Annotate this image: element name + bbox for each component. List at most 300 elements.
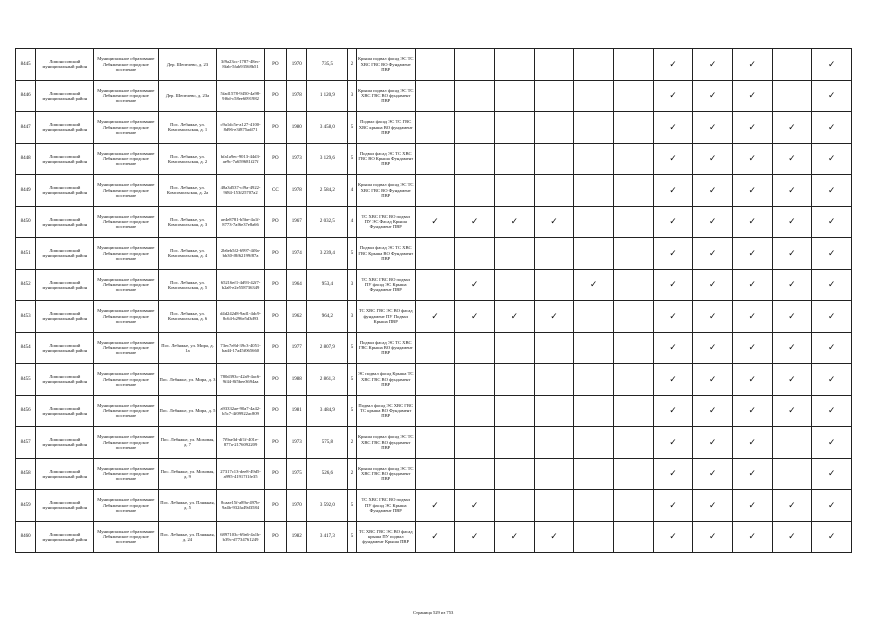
check-cell: [534, 175, 574, 207]
check-cell: ✓: [812, 80, 852, 112]
region-cell: Ломоносовский муниципальный район: [36, 112, 94, 144]
year-cell: 1978: [287, 80, 307, 112]
region-cell: Ломоносовский муниципальный район: [36, 143, 94, 175]
area-cell: 2 584,2: [307, 175, 348, 207]
check-cell: ✓: [732, 521, 772, 553]
check-cell: [415, 143, 455, 175]
ownership-cell: РО: [264, 395, 287, 427]
check-cell: [415, 332, 455, 364]
works-list-cell: Подвал фасад ЭС ТС ХВС ГВС Крыша ВО Фундамент ПВР: [356, 238, 415, 270]
guid-cell: ae4e8781-b5be-4a1f-8773-7af6e37e8a66: [217, 206, 264, 238]
check-cell: ✓: [732, 490, 772, 522]
floors-cell: 5: [348, 395, 357, 427]
region-cell: Ломоносовский муниципальный район: [36, 238, 94, 270]
check-cell: [534, 490, 574, 522]
area-cell: 953,4: [307, 269, 348, 301]
row-number: 8457: [16, 427, 36, 459]
area-cell: 526,6: [307, 458, 348, 490]
address-cell: Пос. Лебяжье, ул. Пляжная, д. 5: [158, 490, 217, 522]
check-cell: ✓: [772, 175, 812, 207]
check-cell: [534, 427, 574, 459]
check-cell: ✓: [693, 206, 733, 238]
address-cell: Пос. Лебяжье, ул. Комсомольская, д. 2: [158, 143, 217, 175]
table-row: [16, 238, 852, 270]
check-cell: ✓: [772, 238, 812, 270]
ownership-cell: РО: [264, 301, 287, 333]
area-cell: 735,5: [307, 49, 348, 81]
check-cell: [534, 395, 574, 427]
check-cell: [574, 206, 614, 238]
check-cell: ✓: [455, 521, 495, 553]
check-cell: ✓: [812, 49, 852, 81]
check-cell: ✓: [812, 364, 852, 396]
check-cell: ✓: [415, 490, 455, 522]
check-cell: ✓: [653, 49, 693, 81]
address-cell: Пос. Лебяжье, ул. Комсомольская, д. 4: [158, 238, 217, 270]
row-number: 8453: [16, 301, 36, 333]
region-cell: Ломоносовский муниципальный район: [36, 364, 94, 396]
row-number: 8456: [16, 395, 36, 427]
address-cell: Пос. Лебяжье, ул. Мира, д. 5: [158, 395, 217, 427]
floors-cell: 3: [348, 301, 357, 333]
check-cell: ✓: [732, 364, 772, 396]
table-row: [16, 332, 852, 364]
address-cell: Пос. Лебяжье, ул. Комсомольская, д. 6: [158, 301, 217, 333]
address-cell: Пос. Лебяжье, ул. Мира, д. 3: [158, 364, 217, 396]
ownership-cell: РО: [264, 49, 287, 81]
check-cell: [534, 143, 574, 175]
check-cell: [574, 490, 614, 522]
check-cell: [455, 427, 495, 459]
check-cell: [455, 49, 495, 81]
table-row: [16, 206, 852, 238]
ownership-cell: РО: [264, 112, 287, 144]
works-list-cell: Крыша подвал фасад ЭС ТС ХВС ГВС ВО Фундамент ПВР: [356, 49, 415, 81]
area-cell: 3 592,0: [307, 490, 348, 522]
check-cell: ✓: [415, 521, 455, 553]
row-number: 8460: [16, 521, 36, 553]
year-cell: 1975: [287, 458, 307, 490]
check-cell: [415, 427, 455, 459]
area-cell: 964,2: [307, 301, 348, 333]
ownership-cell: РО: [264, 427, 287, 459]
row-number: 8449: [16, 175, 36, 207]
municipality-cell: Муниципальное образование Лебяженское городское поселение: [94, 49, 158, 81]
page-footer: Страница 529 из 753: [413, 610, 454, 615]
check-cell: [574, 49, 614, 81]
municipality-cell: Муниципальное образование Лебяженское городское поселение: [94, 269, 158, 301]
municipality-cell: Муниципальное образование Лебяженское городское поселение: [94, 521, 158, 553]
floors-cell: 5: [348, 364, 357, 396]
check-cell: ✓: [653, 80, 693, 112]
check-cell: ✓: [653, 458, 693, 490]
check-cell: [415, 364, 455, 396]
municipality-cell: Муниципальное образование Лебяженское городское поселение: [94, 206, 158, 238]
check-cell: ✓: [653, 301, 693, 333]
check-cell: [534, 112, 574, 144]
check-cell: [455, 175, 495, 207]
check-cell: ✓: [732, 458, 772, 490]
check-cell: [574, 395, 614, 427]
year-cell: 1970: [287, 49, 307, 81]
year-cell: 1973: [287, 427, 307, 459]
guid-cell: c9a1dc5e-a127-4100-8d96-e3f875adf71: [217, 112, 264, 144]
year-cell: 1977: [287, 332, 307, 364]
guid-cell: 48a3d537-cf9a-4922-9f84-153f25707a2: [217, 175, 264, 207]
check-cell: ✓: [772, 269, 812, 301]
works-list-cell: Подвал фасад ЭС ТС ХВС ГВС ВО Крыша Фундамент ПВР: [356, 143, 415, 175]
municipality-cell: Муниципальное образование Лебяженское городское поселение: [94, 175, 158, 207]
works-list-cell: ТС ХВС ГВС ВО подвал ПУ фасад ЭС Крыша Фундамент ПВР: [356, 490, 415, 522]
region-cell: Ломоносовский муниципальный район: [36, 458, 94, 490]
check-cell: ✓: [455, 269, 495, 301]
check-cell: [574, 332, 614, 364]
check-cell: [613, 521, 653, 553]
address-cell: Пос. Лебяжье, ул. Моховая, д. 9: [158, 458, 217, 490]
guid-cell: d4d242d8-9ad1-4dc9-8c64-b296e5d3d93: [217, 301, 264, 333]
floors-cell: 2: [348, 49, 357, 81]
works-list-cell: Крыша подвал фасад ЭС ТС ХВС ГВС ВО Фундамент ПВР: [356, 175, 415, 207]
ownership-cell: РО: [264, 80, 287, 112]
check-cell: ✓: [772, 112, 812, 144]
ownership-cell: РО: [264, 458, 287, 490]
municipality-cell: Муниципальное образование Лебяженское городское поселение: [94, 427, 158, 459]
region-cell: Ломоносовский муниципальный район: [36, 521, 94, 553]
ownership-cell: РО: [264, 269, 287, 301]
table-row: [16, 490, 852, 522]
check-cell: ✓: [653, 521, 693, 553]
check-cell: [613, 269, 653, 301]
works-list-cell: ЭС подвал фасад Крыша ТС ХВС ГВС ВО фундамент ПВР: [356, 364, 415, 396]
check-cell: ✓: [693, 490, 733, 522]
check-cell: [613, 49, 653, 81]
check-cell: ✓: [653, 395, 693, 427]
address-cell: Пос. Лебяжье, ул. Комсомольская, д. 2а: [158, 175, 217, 207]
check-cell: ✓: [693, 143, 733, 175]
check-cell: ✓: [455, 301, 495, 333]
year-cell: 1967: [287, 206, 307, 238]
check-cell: ✓: [693, 80, 733, 112]
address-cell: Пос. Лебяжье, ул. Мира, д. 1а: [158, 332, 217, 364]
ownership-cell: РО: [264, 238, 287, 270]
municipality-cell: Муниципальное образование Лебяженское городское поселение: [94, 238, 158, 270]
region-cell: Ломоносовский муниципальный район: [36, 427, 94, 459]
check-cell: [495, 112, 535, 144]
check-cell: ✓: [812, 175, 852, 207]
guid-cell: a93332ae-90a7-4a42-b5c7-4f09922ac809: [217, 395, 264, 427]
check-cell: ✓: [732, 238, 772, 270]
check-cell: [534, 332, 574, 364]
address-cell: Дер. Шепелево, д. 23: [158, 49, 217, 81]
ownership-cell: РО: [264, 332, 287, 364]
check-cell: [574, 238, 614, 270]
check-cell: [495, 364, 535, 396]
check-cell: [534, 269, 574, 301]
ownership-cell: РО: [264, 521, 287, 553]
table-row: [16, 143, 852, 175]
check-cell: ✓: [693, 175, 733, 207]
floors-cell: 5: [348, 112, 357, 144]
row-number: 8447: [16, 112, 36, 144]
guid-cell: 6897103c-69a6-4a1b-b39c-d7734761249: [217, 521, 264, 553]
check-cell: ✓: [653, 206, 693, 238]
check-cell: [495, 395, 535, 427]
check-cell: [772, 427, 812, 459]
check-cell: ✓: [732, 206, 772, 238]
check-cell: ✓: [812, 427, 852, 459]
check-cell: ✓: [732, 301, 772, 333]
check-cell: [574, 301, 614, 333]
region-cell: Ломоносовский муниципальный район: [36, 490, 94, 522]
table-row: [16, 80, 852, 112]
works-list-cell: ТС ХВС ГВС ВО подвал ПУ ЭС Фасад Крыша Фундамент ПВР: [356, 206, 415, 238]
ownership-cell: РО: [264, 206, 287, 238]
check-cell: ✓: [812, 269, 852, 301]
area-cell: 3 458,0: [307, 112, 348, 144]
year-cell: 1973: [287, 143, 307, 175]
guid-cell: 7f9ae3d-df1f-401e-877a-2176092209: [217, 427, 264, 459]
check-cell: [574, 112, 614, 144]
check-cell: [415, 458, 455, 490]
check-cell: [574, 143, 614, 175]
ownership-cell: РО: [264, 143, 287, 175]
check-cell: [613, 143, 653, 175]
region-cell: Ломоносовский муниципальный район: [36, 206, 94, 238]
guid-cell: 8caae15f-a89a-497b-9a4b-932fa49d3584: [217, 490, 264, 522]
check-cell: [495, 458, 535, 490]
check-cell: [415, 49, 455, 81]
check-cell: [495, 175, 535, 207]
check-cell: ✓: [732, 49, 772, 81]
floors-cell: 4: [348, 175, 357, 207]
check-cell: [534, 80, 574, 112]
check-cell: ✓: [812, 490, 852, 522]
floors-cell: 5: [348, 332, 357, 364]
works-list-cell: Подвал фасад ЭС ХВС ГВС ТС крыша ВО Фундамент ПВР: [356, 395, 415, 427]
check-cell: [574, 175, 614, 207]
check-cell: [534, 458, 574, 490]
check-cell: [613, 458, 653, 490]
table-body: [16, 49, 852, 553]
check-cell: [613, 364, 653, 396]
check-cell: ✓: [653, 332, 693, 364]
region-cell: Ломоносовский муниципальный район: [36, 80, 94, 112]
check-cell: ✓: [772, 301, 812, 333]
works-list-cell: Крыша подвал фасад ЭС ТС ХВС ГВС ВО фундамент ПВР: [356, 427, 415, 459]
check-cell: [495, 269, 535, 301]
check-cell: [534, 238, 574, 270]
works-list-cell: ТС ХВС ГВС ЭС ВО фасад фундамент ПУ Подвал Крыша ПВР: [356, 301, 415, 333]
check-cell: ✓: [693, 332, 733, 364]
address-cell: Пос. Лебяжье, ул. Комсомольская, д. 5: [158, 269, 217, 301]
guid-cell: 780d393c-42a9-4ac6-9f44-8f5bee3694aa: [217, 364, 264, 396]
row-number: 8445: [16, 49, 36, 81]
municipality-cell: Муниципальное образование Лебяженское городское поселение: [94, 143, 158, 175]
check-cell: ✓: [812, 112, 852, 144]
region-cell: Ломоносовский муниципальный район: [36, 269, 94, 301]
check-cell: ✓: [772, 206, 812, 238]
floors-cell: 2: [348, 427, 357, 459]
table-row: [16, 301, 852, 333]
check-cell: [613, 80, 653, 112]
check-cell: [613, 175, 653, 207]
municipality-cell: Муниципальное образование Лебяженское городское поселение: [94, 364, 158, 396]
check-cell: [574, 458, 614, 490]
check-cell: ✓: [455, 206, 495, 238]
municipality-cell: Муниципальное образование Лебяженское городское поселение: [94, 395, 158, 427]
check-cell: [415, 112, 455, 144]
row-number: 8446: [16, 80, 36, 112]
check-cell: [613, 301, 653, 333]
check-cell: [772, 80, 812, 112]
check-cell: [574, 521, 614, 553]
table-row: [16, 49, 852, 81]
check-cell: ✓: [772, 364, 812, 396]
check-cell: ✓: [732, 395, 772, 427]
guid-cell: 73ec7e8d-39c3-4051-bad4-17a45f065660: [217, 332, 264, 364]
floors-cell: 4: [348, 206, 357, 238]
year-cell: 1970: [287, 490, 307, 522]
check-cell: ✓: [693, 301, 733, 333]
row-number: 8455: [16, 364, 36, 396]
check-cell: ✓: [693, 238, 733, 270]
works-list-cell: Подвал фасад ЭС ТС ХВС ГВС Крыша ВО фундамент ПВР: [356, 332, 415, 364]
check-cell: [772, 458, 812, 490]
check-cell: ✓: [812, 332, 852, 364]
check-cell: [495, 238, 535, 270]
table-row: [16, 521, 852, 553]
floors-cell: 5: [348, 143, 357, 175]
check-cell: [613, 332, 653, 364]
check-cell: ✓: [812, 395, 852, 427]
address-cell: Дер. Шепелево, д. 23а: [158, 80, 217, 112]
check-cell: [495, 332, 535, 364]
check-cell: ✓: [812, 238, 852, 270]
row-number: 8458: [16, 458, 36, 490]
guid-cell: 2b6eb5f2-6997-4f8a-bb30-f8f62199f87a: [217, 238, 264, 270]
area-cell: 3 417,3: [307, 521, 348, 553]
address-cell: Пос. Лебяжье, ул. Моховая, д. 7: [158, 427, 217, 459]
table-row: [16, 458, 852, 490]
area-cell: 3 484,9: [307, 395, 348, 427]
municipality-cell: Муниципальное образование Лебяженское городское поселение: [94, 301, 158, 333]
check-cell: [613, 206, 653, 238]
check-cell: ✓: [534, 301, 574, 333]
check-cell: [574, 364, 614, 396]
check-cell: ✓: [653, 490, 693, 522]
floors-cell: 2: [348, 458, 357, 490]
check-cell: [455, 112, 495, 144]
check-cell: [772, 49, 812, 81]
check-cell: [534, 49, 574, 81]
check-cell: [495, 490, 535, 522]
area-cell: 3 239,4: [307, 238, 348, 270]
check-cell: ✓: [693, 395, 733, 427]
check-cell: [613, 395, 653, 427]
check-cell: ✓: [653, 364, 693, 396]
check-cell: ✓: [693, 112, 733, 144]
housing-register-table: [15, 48, 852, 553]
address-cell: Пос. Лебяжье, ул. Комсомольская, д. 3: [158, 206, 217, 238]
guid-cell: 65216ef1-4d93-42f7-b2a8-e2e558736349: [217, 269, 264, 301]
municipality-cell: Муниципальное образование Лебяженское городское поселение: [94, 490, 158, 522]
check-cell: ✓: [732, 112, 772, 144]
row-number: 8451: [16, 238, 36, 270]
check-cell: ✓: [772, 395, 812, 427]
area-cell: 3 129,6: [307, 143, 348, 175]
check-cell: ✓: [653, 238, 693, 270]
year-cell: 1964: [287, 269, 307, 301]
guid-cell: 3f9a23cc-1787-48ec-8fab-5fab93568b51: [217, 49, 264, 81]
check-cell: ✓: [693, 49, 733, 81]
floors-cell: 5: [348, 490, 357, 522]
check-cell: ✓: [495, 206, 535, 238]
ownership-cell: РО: [264, 490, 287, 522]
region-cell: Ломоносовский муниципальный район: [36, 301, 94, 333]
guid-cell: bfa1a9ec-9013-44d3-ae9c-7a659681f27f: [217, 143, 264, 175]
guid-cell: 5fad1578-9450-4a98-9f6d-c58ee6091982: [217, 80, 264, 112]
check-cell: ✓: [693, 458, 733, 490]
check-cell: ✓: [772, 332, 812, 364]
check-cell: ✓: [693, 364, 733, 396]
year-cell: 1980: [287, 112, 307, 144]
check-cell: [455, 332, 495, 364]
check-cell: [613, 427, 653, 459]
area-cell: 2 032,5: [307, 206, 348, 238]
document-page: [15, 48, 852, 553]
check-cell: ✓: [732, 143, 772, 175]
region-cell: Ломоносовский муниципальный район: [36, 49, 94, 81]
check-cell: ✓: [574, 269, 614, 301]
check-cell: ✓: [693, 521, 733, 553]
row-number: 8452: [16, 269, 36, 301]
year-cell: 1982: [287, 521, 307, 553]
floors-cell: 3: [348, 80, 357, 112]
municipality-cell: Муниципальное образование Лебяженское городское поселение: [94, 458, 158, 490]
municipality-cell: Муниципальное образование Лебяженское городское поселение: [94, 80, 158, 112]
table-row: [16, 175, 852, 207]
check-cell: ✓: [653, 112, 693, 144]
check-cell: [613, 238, 653, 270]
year-cell: 1978: [287, 175, 307, 207]
check-cell: ✓: [772, 521, 812, 553]
check-cell: ✓: [812, 458, 852, 490]
check-cell: ✓: [693, 269, 733, 301]
region-cell: Ломоносовский муниципальный район: [36, 332, 94, 364]
works-list-cell: Подвал фасад ЭС ТС ГВС ХВС крыша ВО фундамент ПВР: [356, 112, 415, 144]
check-cell: [415, 238, 455, 270]
floors-cell: 5: [348, 238, 357, 270]
check-cell: [415, 175, 455, 207]
check-cell: [455, 395, 495, 427]
year-cell: 1981: [287, 395, 307, 427]
table-row: [16, 364, 852, 396]
check-cell: [415, 80, 455, 112]
check-cell: [455, 364, 495, 396]
check-cell: ✓: [732, 175, 772, 207]
check-cell: [495, 427, 535, 459]
check-cell: ✓: [415, 206, 455, 238]
works-list-cell: ТС ХВС ГВС ЭС ВО фасад крыша ПУ подвал фундамент Крыша ПВР: [356, 521, 415, 553]
check-cell: ✓: [812, 206, 852, 238]
ownership-cell: СС: [264, 175, 287, 207]
check-cell: ✓: [693, 427, 733, 459]
check-cell: [455, 458, 495, 490]
municipality-cell: Муниципальное образование Лебяженское городское поселение: [94, 332, 158, 364]
check-cell: ✓: [812, 521, 852, 553]
region-cell: Ломоносовский муниципальный район: [36, 175, 94, 207]
guid-cell: 27317c13-dee8-49d5-a995-41917f1fe35: [217, 458, 264, 490]
